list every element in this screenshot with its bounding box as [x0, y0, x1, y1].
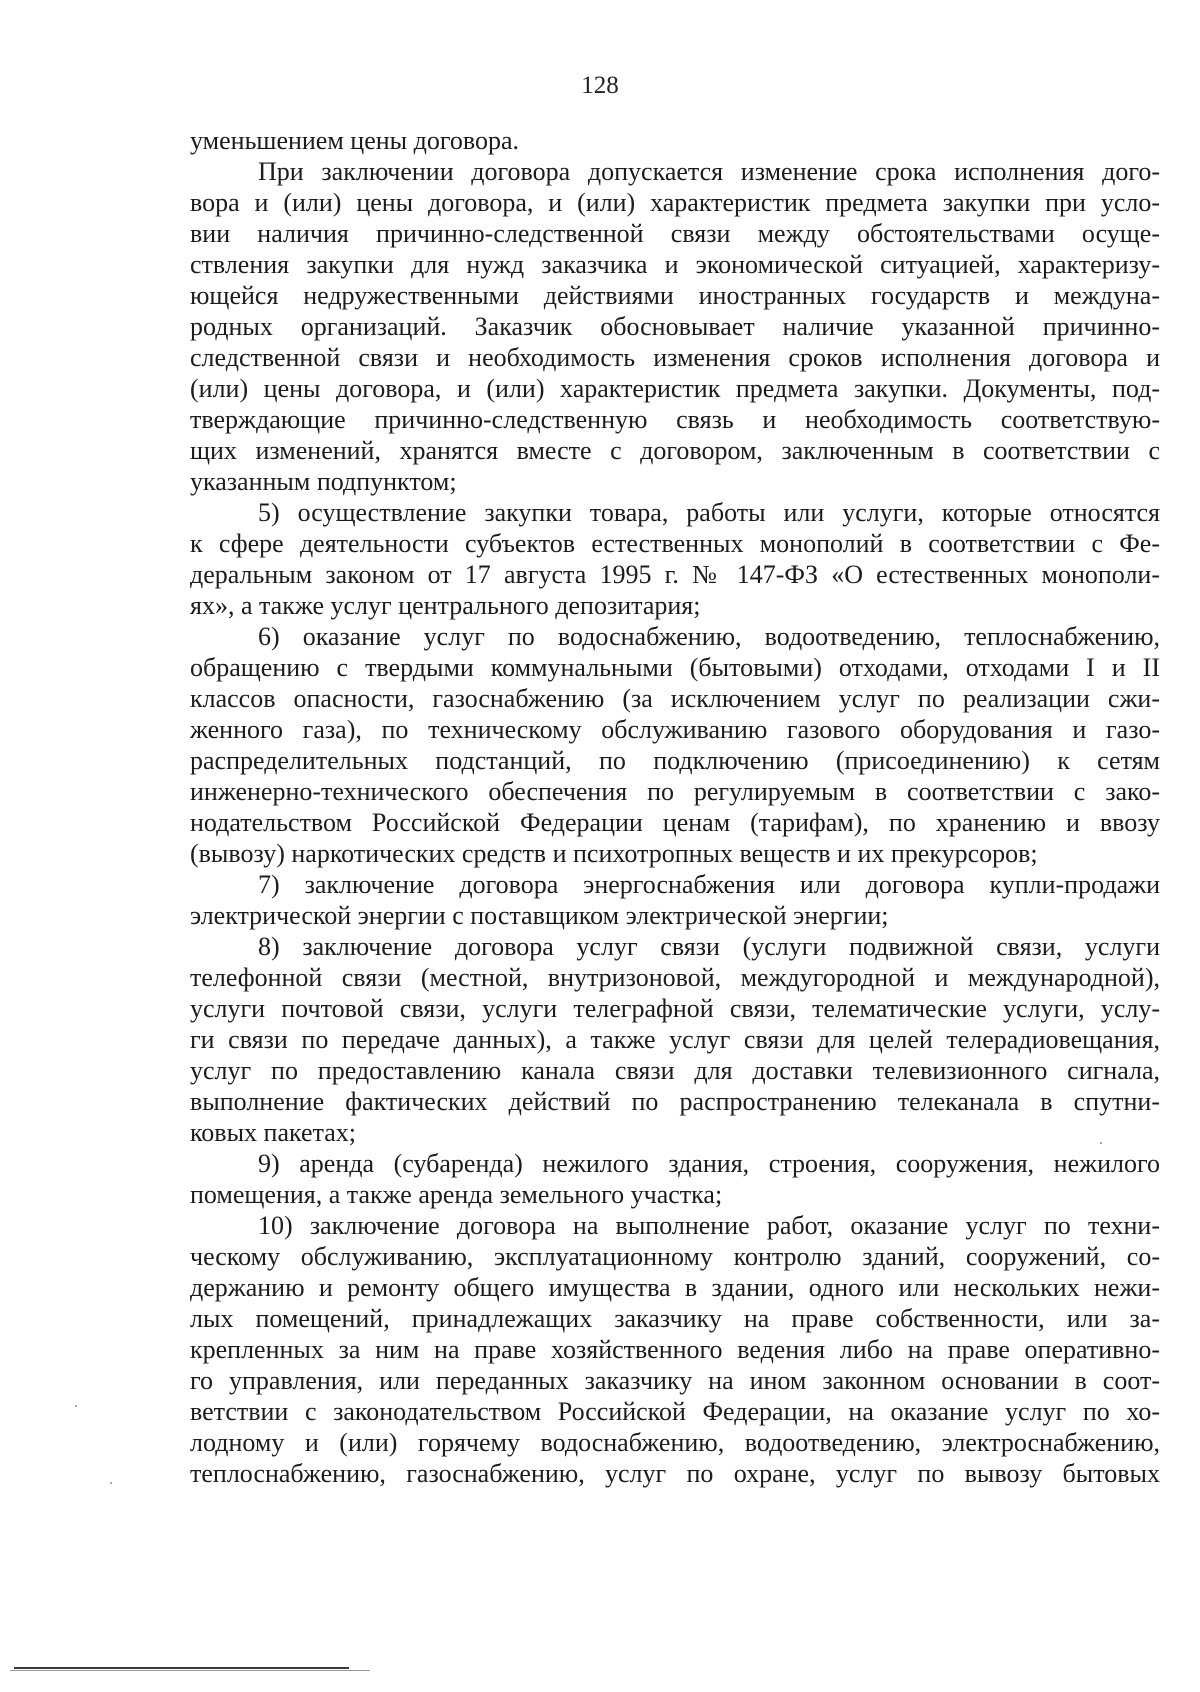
text-line: вии наличия причинно-следственной связи между обстоятельствами осуще- [190, 219, 1160, 248]
page-number: 128 [581, 72, 619, 99]
text-line: го управления, или переданных заказчику на ином законном основании в соот- [190, 1366, 1160, 1395]
text-line: ющейся недружественными действиями иностранных государств и междуна- [190, 281, 1160, 310]
scan-speck [1100, 1142, 1102, 1144]
text-line: ветствии с законодательством Российской Федерации, на оказание услуг по хо- [190, 1397, 1160, 1426]
text-line: 8) заключение договора услуг связи (услуги подвижной связи, услуги [258, 932, 1160, 961]
text-line: к сфере деятельности субъектов естественных монополий в соответствии с Фе- [190, 529, 1160, 558]
text-line: лодному и (или) горячему водоснабжению, водоотведению, электроснабжению, [190, 1428, 1160, 1457]
text-line: ковых пакетах; [190, 1118, 356, 1147]
text-line: ях», а также услуг центрального депозитария; [190, 591, 701, 620]
text-line: вора и (или) цены договора, и (или) характеристик предмета закупки при усло- [190, 188, 1160, 217]
text-line: (или) цены договора, и (или) характеристик предмета закупки. Документы, под- [190, 374, 1160, 403]
text-line: нодательством Российской Федерации ценам (тарифам), по хранению и ввозу [190, 808, 1160, 837]
scan-speck [110, 1482, 112, 1484]
text-line: ги связи по передаче данных), а также услуг связи для целей телерадиовещания, [190, 1025, 1160, 1054]
text-line: родных организаций. Заказчик обосновывает наличие указанной причинно- [190, 312, 1160, 341]
text-line: (вывозу) наркотических средств и психотропных веществ и их прекурсоров; [190, 839, 1038, 868]
text-line: телефонной связи (местной, внутризоновой, междугородной и международной), [190, 963, 1160, 992]
text-line: электрической энергии с поставщиком электрической энергии; [190, 901, 889, 930]
text-line: 7) заключение договора энергоснабжения или договора купли-продажи [258, 870, 1160, 899]
scan-speck [75, 1405, 77, 1407]
text-line: лых помещений, принадлежащих заказчику на праве собственности, или за- [190, 1304, 1160, 1333]
text-line: теплоснабжению, газоснабжению, услуг по охране, услуг по вывозу бытовых [190, 1459, 1160, 1488]
text-line: 6) оказание услуг по водоснабжению, водоотведению, теплоснабжению, [258, 622, 1160, 651]
text-line: следственной связи и необходимость изменения сроков исполнения договора и [190, 343, 1160, 372]
text-line: классов опасности, газоснабжению (за исключением услуг по реализации сжи- [190, 684, 1160, 713]
text-line: 10) заключение договора на выполнение работ, оказание услуг по техни- [258, 1211, 1160, 1240]
text-line: При заключении договора допускается изменение срока исполнения дого- [258, 157, 1160, 186]
text-line: услуги почтовой связи, услуги телеграфной связи, телематические услуги, услу- [190, 994, 1160, 1023]
text-line: крепленных за ним на праве хозяйственного ведения либо на праве оперативно- [190, 1335, 1160, 1364]
text-line: распределительных подстанций, по подключению (присоединению) к сетям [190, 746, 1160, 775]
text-line: тверждающие причинно-следственную связь и необходимость соответствую- [190, 405, 1160, 434]
text-line: 9) аренда (субаренда) нежилого здания, строения, сооружения, нежилого [258, 1149, 1160, 1178]
text-line: женного газа), по техническому обслуживанию газового оборудования и газо- [190, 715, 1160, 744]
text-line: держанию и ремонту общего имущества в здании, одного или нескольких нежи- [190, 1273, 1160, 1302]
text-line: ческому обслуживанию, эксплуатационному контролю зданий, сооружений, со- [190, 1242, 1160, 1271]
text-line: помещения, а также аренда земельного участка; [190, 1180, 723, 1209]
text-line: уменьшением цены договора. [190, 126, 520, 155]
text-line: деральным законом от 17 августа 1995 г. № 147-ФЗ «О естественных монополи- [190, 560, 1160, 589]
text-line: ствления закупки для нужд заказчика и экономической ситуацией, характеризу- [190, 250, 1160, 279]
text-line: выполнение фактических действий по распространению телеканала в спутни- [190, 1087, 1160, 1116]
text-line: 5) осуществление закупки товара, работы или услуги, которые относятся [258, 498, 1160, 527]
text-line: услуг по предоставлению канала связи для доставки телевизионного сигнала, [190, 1056, 1160, 1085]
text-line: инженерно-технического обеспечения по регулируемым в соответствии с зако- [190, 777, 1160, 806]
scan-edge-line [14, 1667, 349, 1669]
scan-edge-line-faint [10, 1670, 370, 1671]
text-line: обращению с твердыми коммунальными (бытовыми) отходами, отходами I и II [190, 653, 1160, 682]
text-line: щих изменений, хранятся вместе с договором, заключенным в соответствии с [190, 436, 1160, 465]
text-line: указанным подпунктом; [190, 467, 457, 496]
body-text [190, 125, 1160, 1489]
